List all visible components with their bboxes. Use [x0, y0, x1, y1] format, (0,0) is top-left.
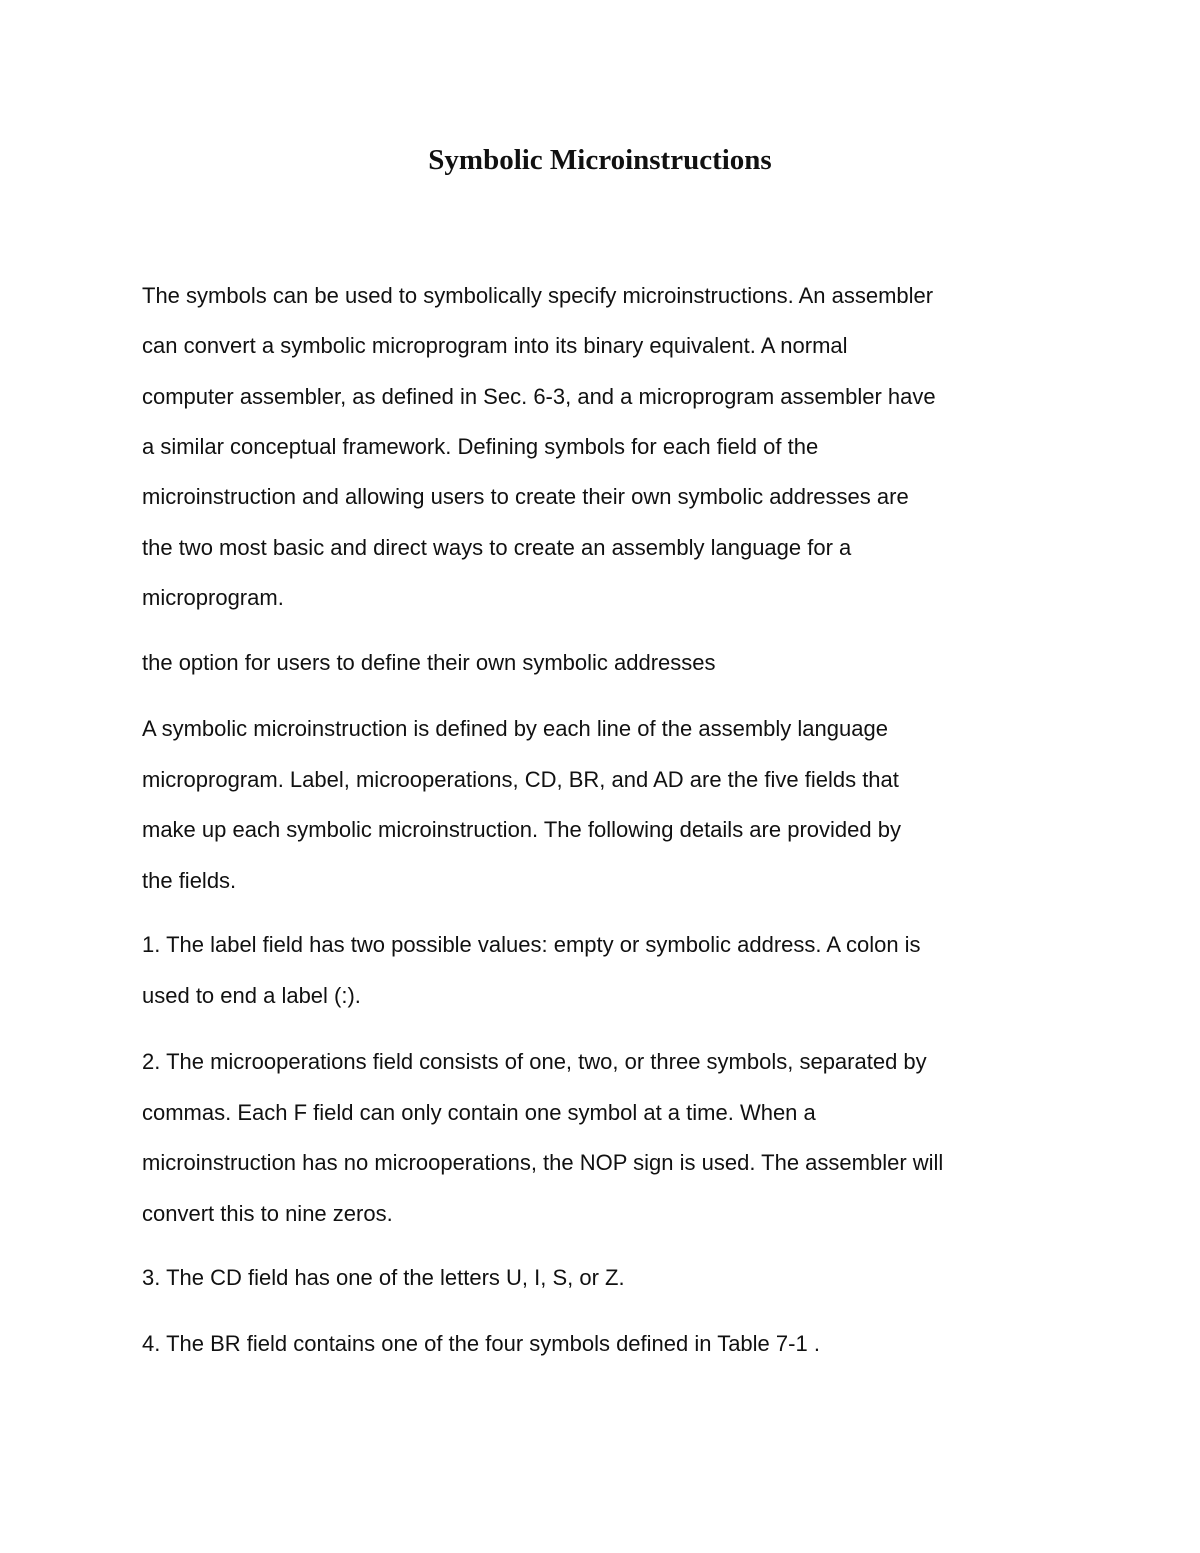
paragraph-item-3: [142, 1261, 1067, 1311]
paragraph-item-2: [142, 1045, 1067, 1247]
text-line: computer assembler, as defined in Sec. 6-3, and a microprogram assembler have: [142, 383, 936, 409]
text-line: microprogram.: [142, 584, 284, 610]
text-line: can convert a symbolic microprogram into its binary equivalent. A normal: [142, 333, 848, 359]
text-line: 1. The label field has two possible values: empty or symbolic address. A colon is: [142, 932, 921, 957]
paragraph-fields: [142, 712, 1067, 914]
text-line: commas. Each F field can only contain one symbol at a time. When a: [142, 1099, 816, 1125]
text-line: 4. The BR field contains one of the four symbols defined in Table 7-1 .: [142, 1331, 820, 1356]
text-line: The symbols can be used to symbolically specify microinstructions. An assembler: [142, 283, 934, 308]
text-line: used to end a label (:).: [142, 983, 361, 1008]
text-line: the option for users to define their own symbolic addresses: [142, 650, 716, 675]
paragraph-option: [142, 646, 1067, 697]
text-line: A symbolic microinstruction is defined by each line of the assembly language: [142, 716, 888, 741]
text-line: convert this to nine zeros.: [142, 1200, 393, 1226]
text-line: microinstruction has no microoperations, the NOP sign is used. The assembler will: [142, 1150, 944, 1175]
paragraph-item-1: [142, 928, 1067, 1030]
text-line: make up each symbolic microinstruction. The following details are provided by: [142, 817, 901, 842]
paragraph-item-4: [142, 1327, 1067, 1377]
text-line: 2. The microoperations field consists of one, two, or three symbols, separated by: [142, 1049, 927, 1074]
page-title: Symbolic Microinstructions: [428, 144, 772, 176]
text-line: a similar conceptual framework. Defining symbols for each field of the: [142, 433, 819, 459]
text-line: the fields.: [142, 867, 237, 893]
text-line: microinstruction and allowing users to create their own symbolic addresses are: [142, 484, 909, 510]
paragraph-intro: [142, 279, 1067, 632]
text-line: the two most basic and direct ways to create an assembly language for a: [142, 534, 852, 560]
text-line: microprogram. Label, microoperations, CD, BR, and AD are the five fields that: [142, 766, 899, 792]
text-line: 3. The CD field has one of the letters U, I, S, or Z.: [142, 1265, 625, 1290]
